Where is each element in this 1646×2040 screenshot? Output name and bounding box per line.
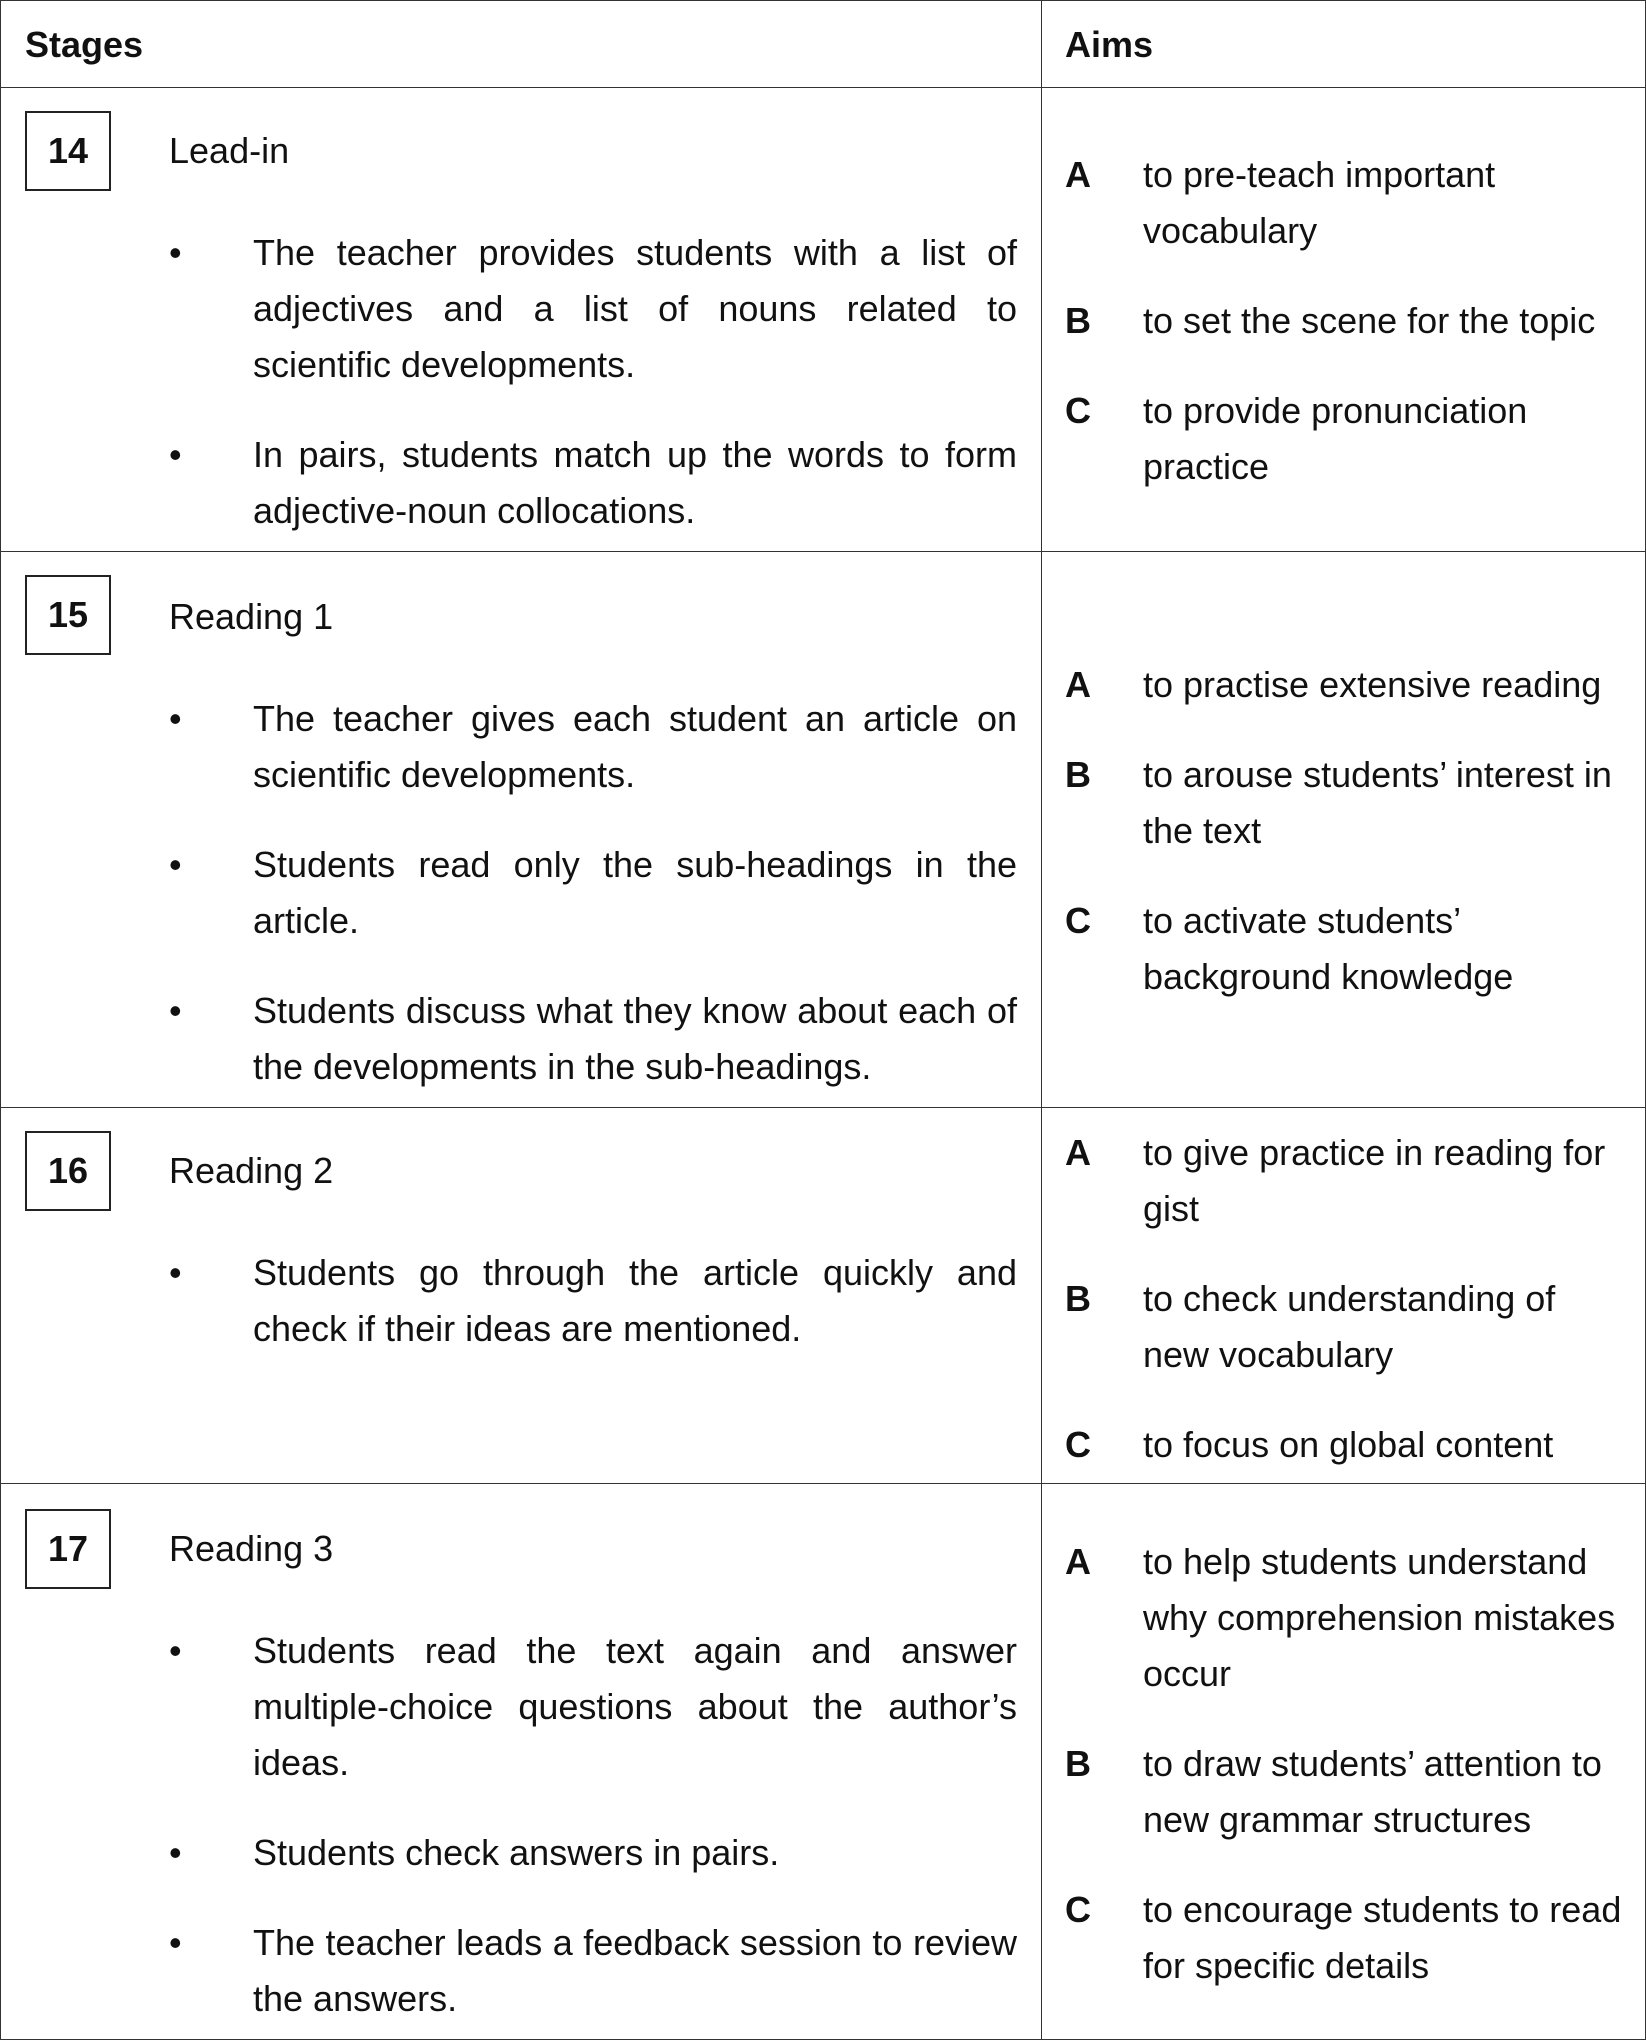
bullet-dot-icon: •	[169, 232, 182, 273]
bullet-dot-icon: •	[169, 1922, 182, 1963]
aim-option	[1065, 893, 1631, 1005]
stage-number: 17	[47, 1528, 89, 1569]
aim-letter: B	[1065, 754, 1091, 795]
stage-title: Lead-in	[169, 130, 290, 171]
bullet-item	[169, 1915, 1017, 2027]
stage-bullets	[169, 691, 1017, 1095]
stage-number: 16	[47, 1150, 89, 1191]
bullet-text: The teacher leads a feedback session to review the answers.	[253, 1922, 1017, 2019]
aims-list	[1065, 147, 1631, 495]
aims-list	[1065, 1125, 1631, 1473]
stages-header: Stages	[25, 24, 144, 65]
aim-text: to help students understand why comprehension mistakes occur	[1143, 1541, 1616, 1694]
bullet-text: Students read the text again and answer multiple-choice questions about the author’s ideas.	[253, 1630, 1017, 1783]
aim-option	[1065, 1417, 1631, 1473]
bullet-item	[169, 983, 1017, 1095]
aim-letter: A	[1065, 1541, 1091, 1582]
aim-text: to check understanding of new vocabulary	[1143, 1278, 1556, 1375]
aim-option	[1065, 293, 1631, 349]
aim-text: to encourage students to read for specific details	[1143, 1889, 1622, 1986]
aim-option	[1065, 657, 1631, 713]
aim-option	[1065, 1271, 1631, 1383]
stage-bullets	[169, 1623, 1017, 2027]
row-divider	[1, 551, 1645, 552]
aim-option	[1065, 1736, 1631, 1848]
stage-number-box	[25, 575, 111, 655]
aim-option	[1065, 147, 1631, 259]
bullet-dot-icon: •	[169, 844, 182, 885]
stage-title: Reading 1	[169, 596, 334, 637]
bullet-text: The teacher provides students with a list of adjectives and a list of nouns related to scientific developments.	[253, 232, 1017, 385]
stage-number-box	[25, 1509, 111, 1589]
aim-text: to arouse students’ interest in the text	[1143, 754, 1612, 851]
bullet-dot-icon: •	[169, 1252, 182, 1293]
stage-bullets	[169, 1245, 1017, 1357]
aim-letter: A	[1065, 664, 1091, 705]
bullet-item	[169, 837, 1017, 949]
bullet-item	[169, 1623, 1017, 1791]
aims-header: Aims	[1065, 24, 1154, 65]
aims-list	[1065, 657, 1631, 1005]
stage-number: 14	[47, 130, 89, 171]
aim-letter: C	[1065, 390, 1091, 431]
bullet-item	[169, 225, 1017, 393]
aim-letter: B	[1065, 1278, 1091, 1319]
bullet-text: In pairs, students match up the words to form adjective-noun collocations.	[253, 434, 1017, 531]
aim-text: to set the scene for the topic	[1143, 300, 1596, 341]
bullet-dot-icon: •	[169, 1832, 182, 1873]
bullet-dot-icon: •	[169, 698, 182, 739]
bullet-dot-icon: •	[169, 434, 182, 475]
aim-text: to provide pronunciation practice	[1143, 390, 1528, 487]
aim-option	[1065, 383, 1631, 495]
bullet-text: Students go through the article quickly and check if their ideas are mentioned.	[253, 1252, 1017, 1349]
bullet-text: Students read only the sub-headings in the article.	[253, 844, 1017, 941]
stage-number-box	[25, 1131, 111, 1211]
aim-text: to draw students’ attention to new grammar structures	[1143, 1743, 1602, 1840]
bullet-text: Students discuss what they know about each of the developments in the sub-headings.	[253, 990, 1017, 1087]
aim-letter: C	[1065, 1424, 1091, 1465]
aim-letter: B	[1065, 1743, 1091, 1784]
bullet-item	[169, 691, 1017, 803]
stage-number-box	[25, 111, 111, 191]
header-divider	[1, 87, 1645, 88]
aim-letter: A	[1065, 1132, 1091, 1173]
aim-option	[1065, 747, 1631, 859]
bullet-text: The teacher gives each student an article on scientific developments.	[253, 698, 1017, 795]
aim-text: to activate students’ background knowledge	[1143, 900, 1514, 997]
stage-number: 15	[47, 594, 89, 635]
bullet-dot-icon: •	[169, 1630, 182, 1671]
aim-text: to focus on global content	[1143, 1424, 1554, 1465]
bullet-text: Students check answers in pairs.	[253, 1832, 780, 1873]
stage-title: Reading 3	[169, 1528, 334, 1569]
bullet-dot-icon: •	[169, 990, 182, 1031]
bullet-item	[169, 1245, 1017, 1357]
row-divider	[1, 1483, 1645, 1484]
aim-option	[1065, 1882, 1631, 1994]
aim-option	[1065, 1125, 1631, 1237]
aim-letter: B	[1065, 300, 1091, 341]
stage-bullets	[169, 225, 1017, 539]
bullet-item	[169, 427, 1017, 539]
aim-letter: C	[1065, 1889, 1091, 1930]
row-divider	[1, 1107, 1645, 1108]
stage-title: Reading 2	[169, 1150, 334, 1191]
aim-letter: C	[1065, 900, 1091, 941]
aim-text: to pre-teach important vocabulary	[1143, 154, 1496, 251]
aim-option	[1065, 1534, 1631, 1702]
column-divider	[1041, 1, 1042, 2039]
aim-letter: A	[1065, 154, 1091, 195]
bullet-item	[169, 1825, 1017, 1881]
aim-text: to give practice in reading for gist	[1143, 1132, 1606, 1229]
aims-list	[1065, 1534, 1631, 1994]
aim-text: to practise extensive reading	[1143, 664, 1602, 705]
